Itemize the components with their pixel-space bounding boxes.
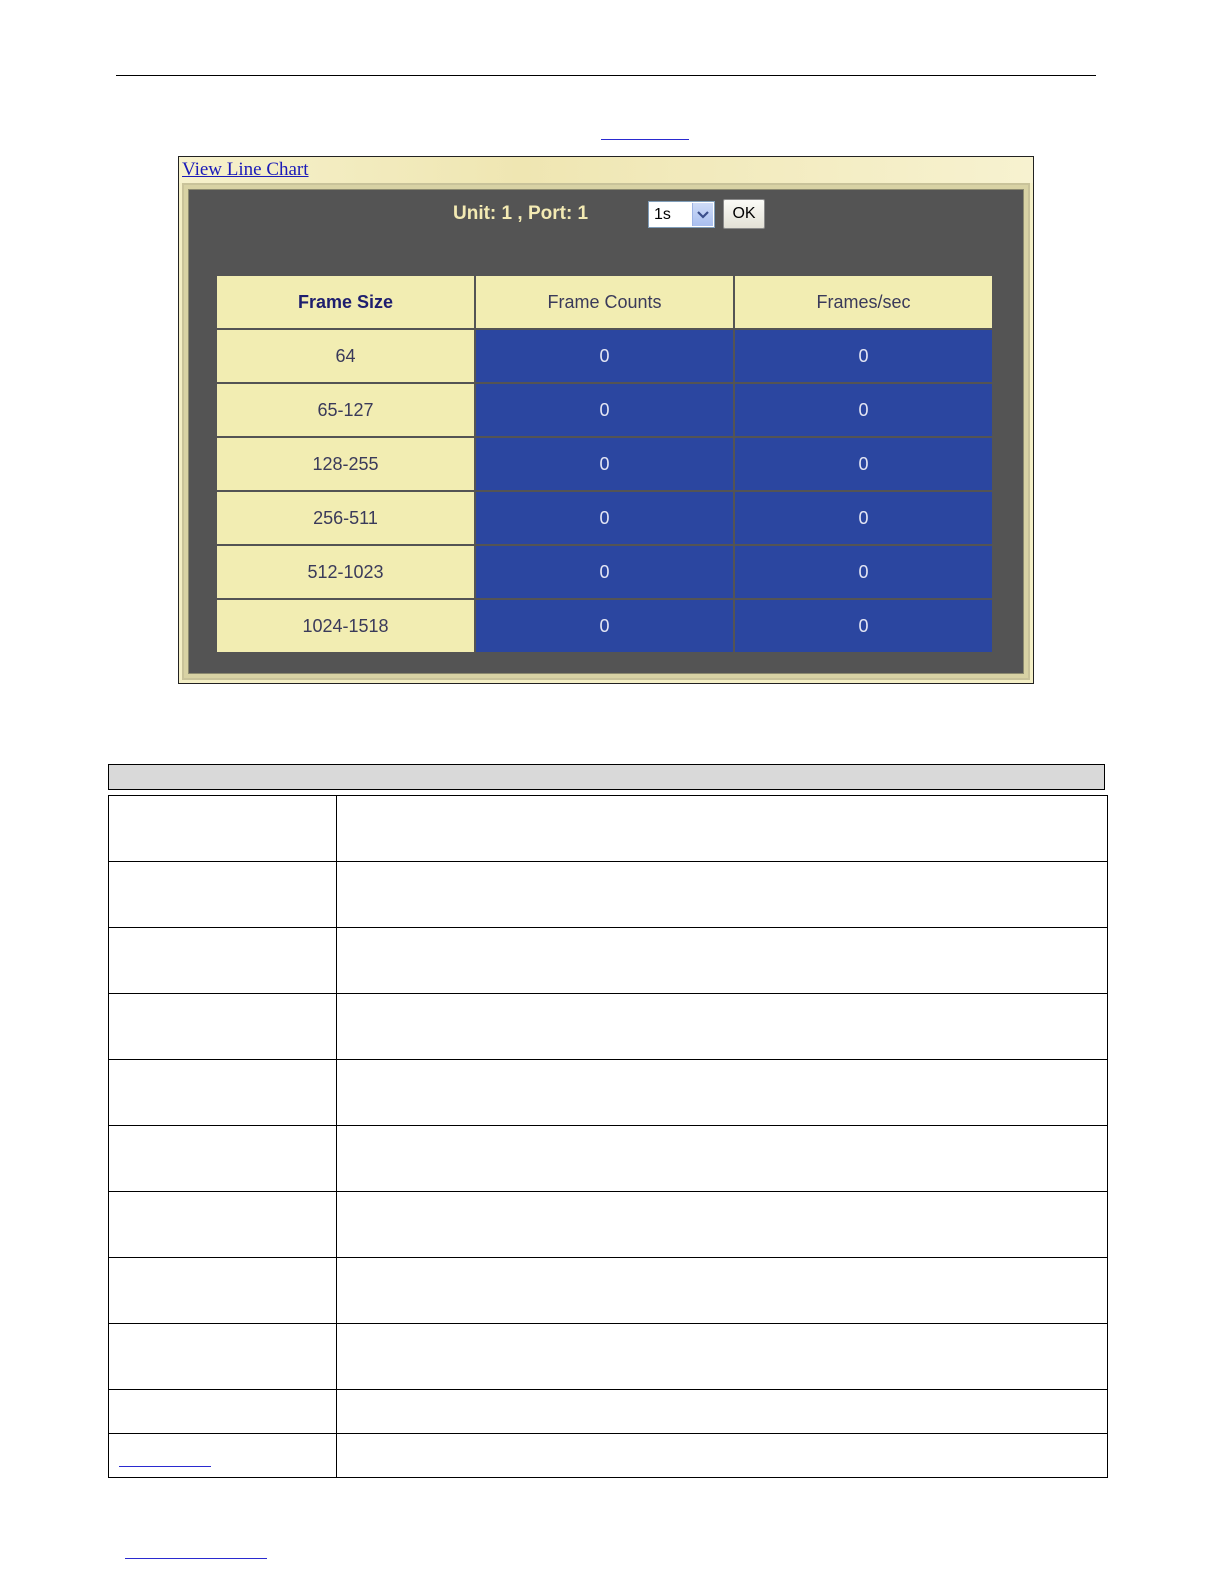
parameter-cell <box>109 1060 337 1126</box>
table-row <box>217 546 992 598</box>
table-row <box>109 862 1108 928</box>
frame-size-cell: 512-1023 <box>217 546 474 598</box>
footer-link-underline[interactable] <box>125 1558 267 1559</box>
column-header-frame-counts: Frame Counts <box>476 276 733 328</box>
parameter-cell <box>109 1390 337 1434</box>
frames-per-sec-cell: 0 <box>735 330 992 382</box>
table-row <box>217 600 992 652</box>
frames-per-sec-cell: 0 <box>735 546 992 598</box>
parameter-cell <box>109 1192 337 1258</box>
page-header-rule <box>116 75 1096 76</box>
parameter-cell <box>109 796 337 862</box>
frame-counts-cell: 0 <box>476 330 733 382</box>
frame-size-cell: 128-255 <box>217 438 474 490</box>
frame-counts-cell: 0 <box>476 492 733 544</box>
parameter-cell <box>109 1126 337 1192</box>
table-link-underline[interactable] <box>119 1466 211 1467</box>
frame-counts-cell: 0 <box>476 600 733 652</box>
description-cell <box>337 994 1108 1060</box>
table-row <box>109 994 1108 1060</box>
description-table-header <box>108 764 1105 790</box>
frames-per-sec-cell: 0 <box>735 384 992 436</box>
table-row <box>109 1126 1108 1192</box>
ok-button[interactable]: OK <box>723 199 765 229</box>
unit-port-label: Unit: 1 , Port: 1 <box>453 203 589 224</box>
parameter-cell <box>109 862 337 928</box>
frame-size-cell: 1024-1518 <box>217 600 474 652</box>
column-header-frame-size: Frame Size <box>217 276 474 328</box>
description-cell <box>337 1126 1108 1192</box>
description-cell <box>337 1390 1108 1434</box>
frames-per-sec-cell: 0 <box>735 438 992 490</box>
table-row <box>109 1060 1108 1126</box>
frame-size-cell: 256-511 <box>217 492 474 544</box>
description-cell <box>337 1324 1108 1390</box>
frame-size-cell: 65-127 <box>217 384 474 436</box>
description-cell <box>337 1192 1108 1258</box>
interval-select-value: 1s <box>654 206 671 223</box>
table-row <box>109 1258 1108 1324</box>
description-cell <box>337 862 1108 928</box>
chevron-down-icon[interactable] <box>692 203 713 226</box>
frame-size-table <box>215 274 994 654</box>
frame-size-cell: 64 <box>217 330 474 382</box>
parameter-cell <box>109 1324 337 1390</box>
view-line-chart-link[interactable]: View Line Chart <box>182 159 309 180</box>
table-row <box>217 492 992 544</box>
table-row <box>217 384 992 436</box>
table-row <box>217 438 992 490</box>
description-cell <box>337 796 1108 862</box>
table-row <box>109 1390 1108 1434</box>
table-row <box>109 1434 1108 1478</box>
frames-per-sec-cell: 0 <box>735 492 992 544</box>
frame-counts-cell: 0 <box>476 438 733 490</box>
table-row <box>109 796 1108 862</box>
parameter-cell <box>109 1258 337 1324</box>
column-header-frames-per-sec: Frames/sec <box>735 276 992 328</box>
parameter-cell <box>109 1434 337 1478</box>
interval-select[interactable] <box>648 201 715 228</box>
table-row <box>109 1192 1108 1258</box>
description-cell <box>337 1060 1108 1126</box>
table-row <box>109 1324 1108 1390</box>
table-row <box>109 928 1108 994</box>
table-header-row <box>217 276 992 328</box>
frame-counts-cell: 0 <box>476 384 733 436</box>
description-table <box>108 795 1108 1478</box>
description-cell <box>337 1434 1108 1478</box>
frames-per-sec-cell: 0 <box>735 600 992 652</box>
description-cell <box>337 928 1108 994</box>
frame-counts-cell: 0 <box>476 546 733 598</box>
figure-link-underline[interactable] <box>601 139 689 140</box>
parameter-cell <box>109 994 337 1060</box>
description-cell <box>337 1258 1108 1324</box>
parameter-cell <box>109 928 337 994</box>
table-row <box>217 330 992 382</box>
